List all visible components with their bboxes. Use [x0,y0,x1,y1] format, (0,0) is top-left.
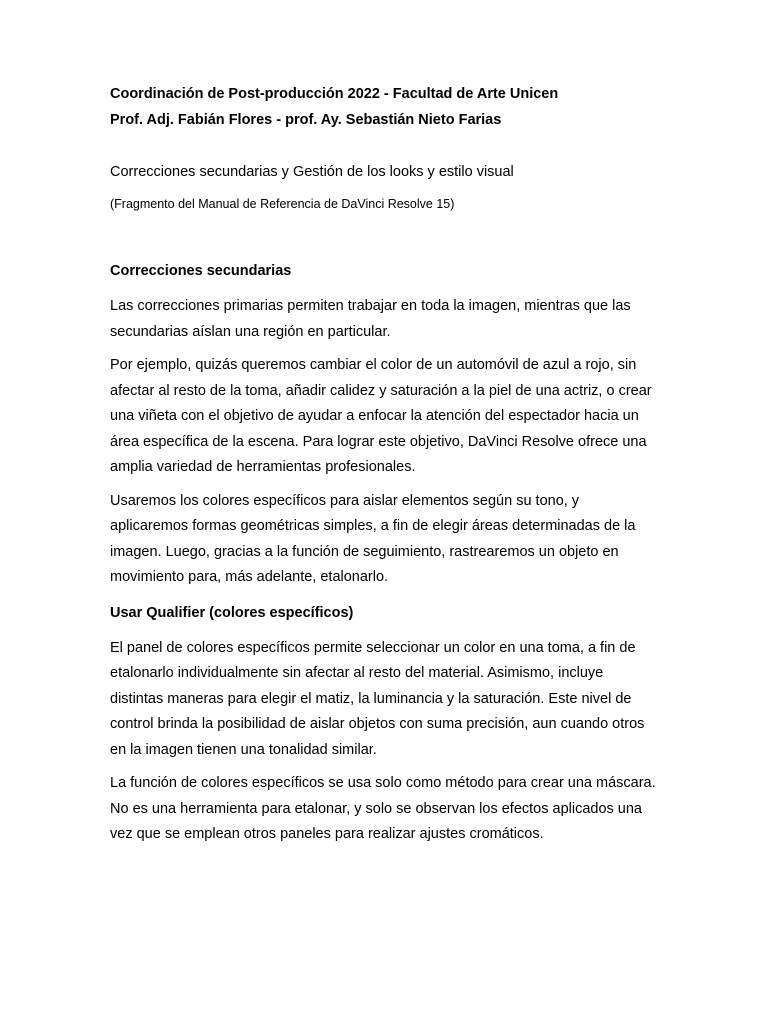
document-page [110,84,658,848]
paragraph: Usaremos los colores específicos para aislar elementos según su tono, y aplicaremos formas geométricas simples, a fin de elegir áreas determinadas de la imagen. Luego, gracias a la función de seguimiento, rastrearemos un objeto en movimiento para, más adelante, etalonarlo. [110,492,636,585]
paragraph: Por ejemplo, quizás queremos cambiar el color de un automóvil de azul a rojo, sin afectar al resto de la toma, añadir calidez y saturación a la piel de una actriz, o crear una viñeta con el objetivo de ayudar a enfocar la atención del espectador hacia un área específica de la escena. Para lograr este objetivo, DaVinci Resolve ofrece una amplia variedad de herramientas profesionales. [110,357,652,475]
paragraph: Las correcciones primarias permiten trabajar en toda la imagen, mientras que las secundarias aíslan una región en particular. [110,298,631,340]
document-source-note: (Fragmento del Manual de Referencia de DaVinci Resolve 15) [110,197,455,211]
professors-header: Prof. Adj. Fabián Flores - prof. Ay. Sebastián Nieto Farias [110,112,502,128]
course-header: Coordinación de Post-producción 2022 - Facultad de Arte Unicen [110,86,559,102]
section-heading-qualifier: Usar Qualifier (colores específicos) [110,604,354,621]
paragraph: El panel de colores específicos permite seleccionar un color en una toma, a fin de etalonarlo individualmente sin afectar al resto del material. Asimismo, incluye distintas maneras para elegir el matiz, la luminancia y la saturación. Este nivel de control brinda la posibilidad de aislar objetos con suma precisión, aun cuando otros en la imagen tienen una tonalidad similar. [110,639,645,758]
section-heading-secondary-corrections: Correcciones secundarias [110,263,292,279]
paragraph: La función de colores específicos se usa solo como método para crear una máscara. No es una herramienta para etalonar, y solo se observan los efectos aplicados una vez que se emplean otros paneles para realizar ajustes cromáticos. [110,775,656,842]
document-title: Correcciones secundarias y Gestión de los looks y estilo visual [110,164,514,180]
